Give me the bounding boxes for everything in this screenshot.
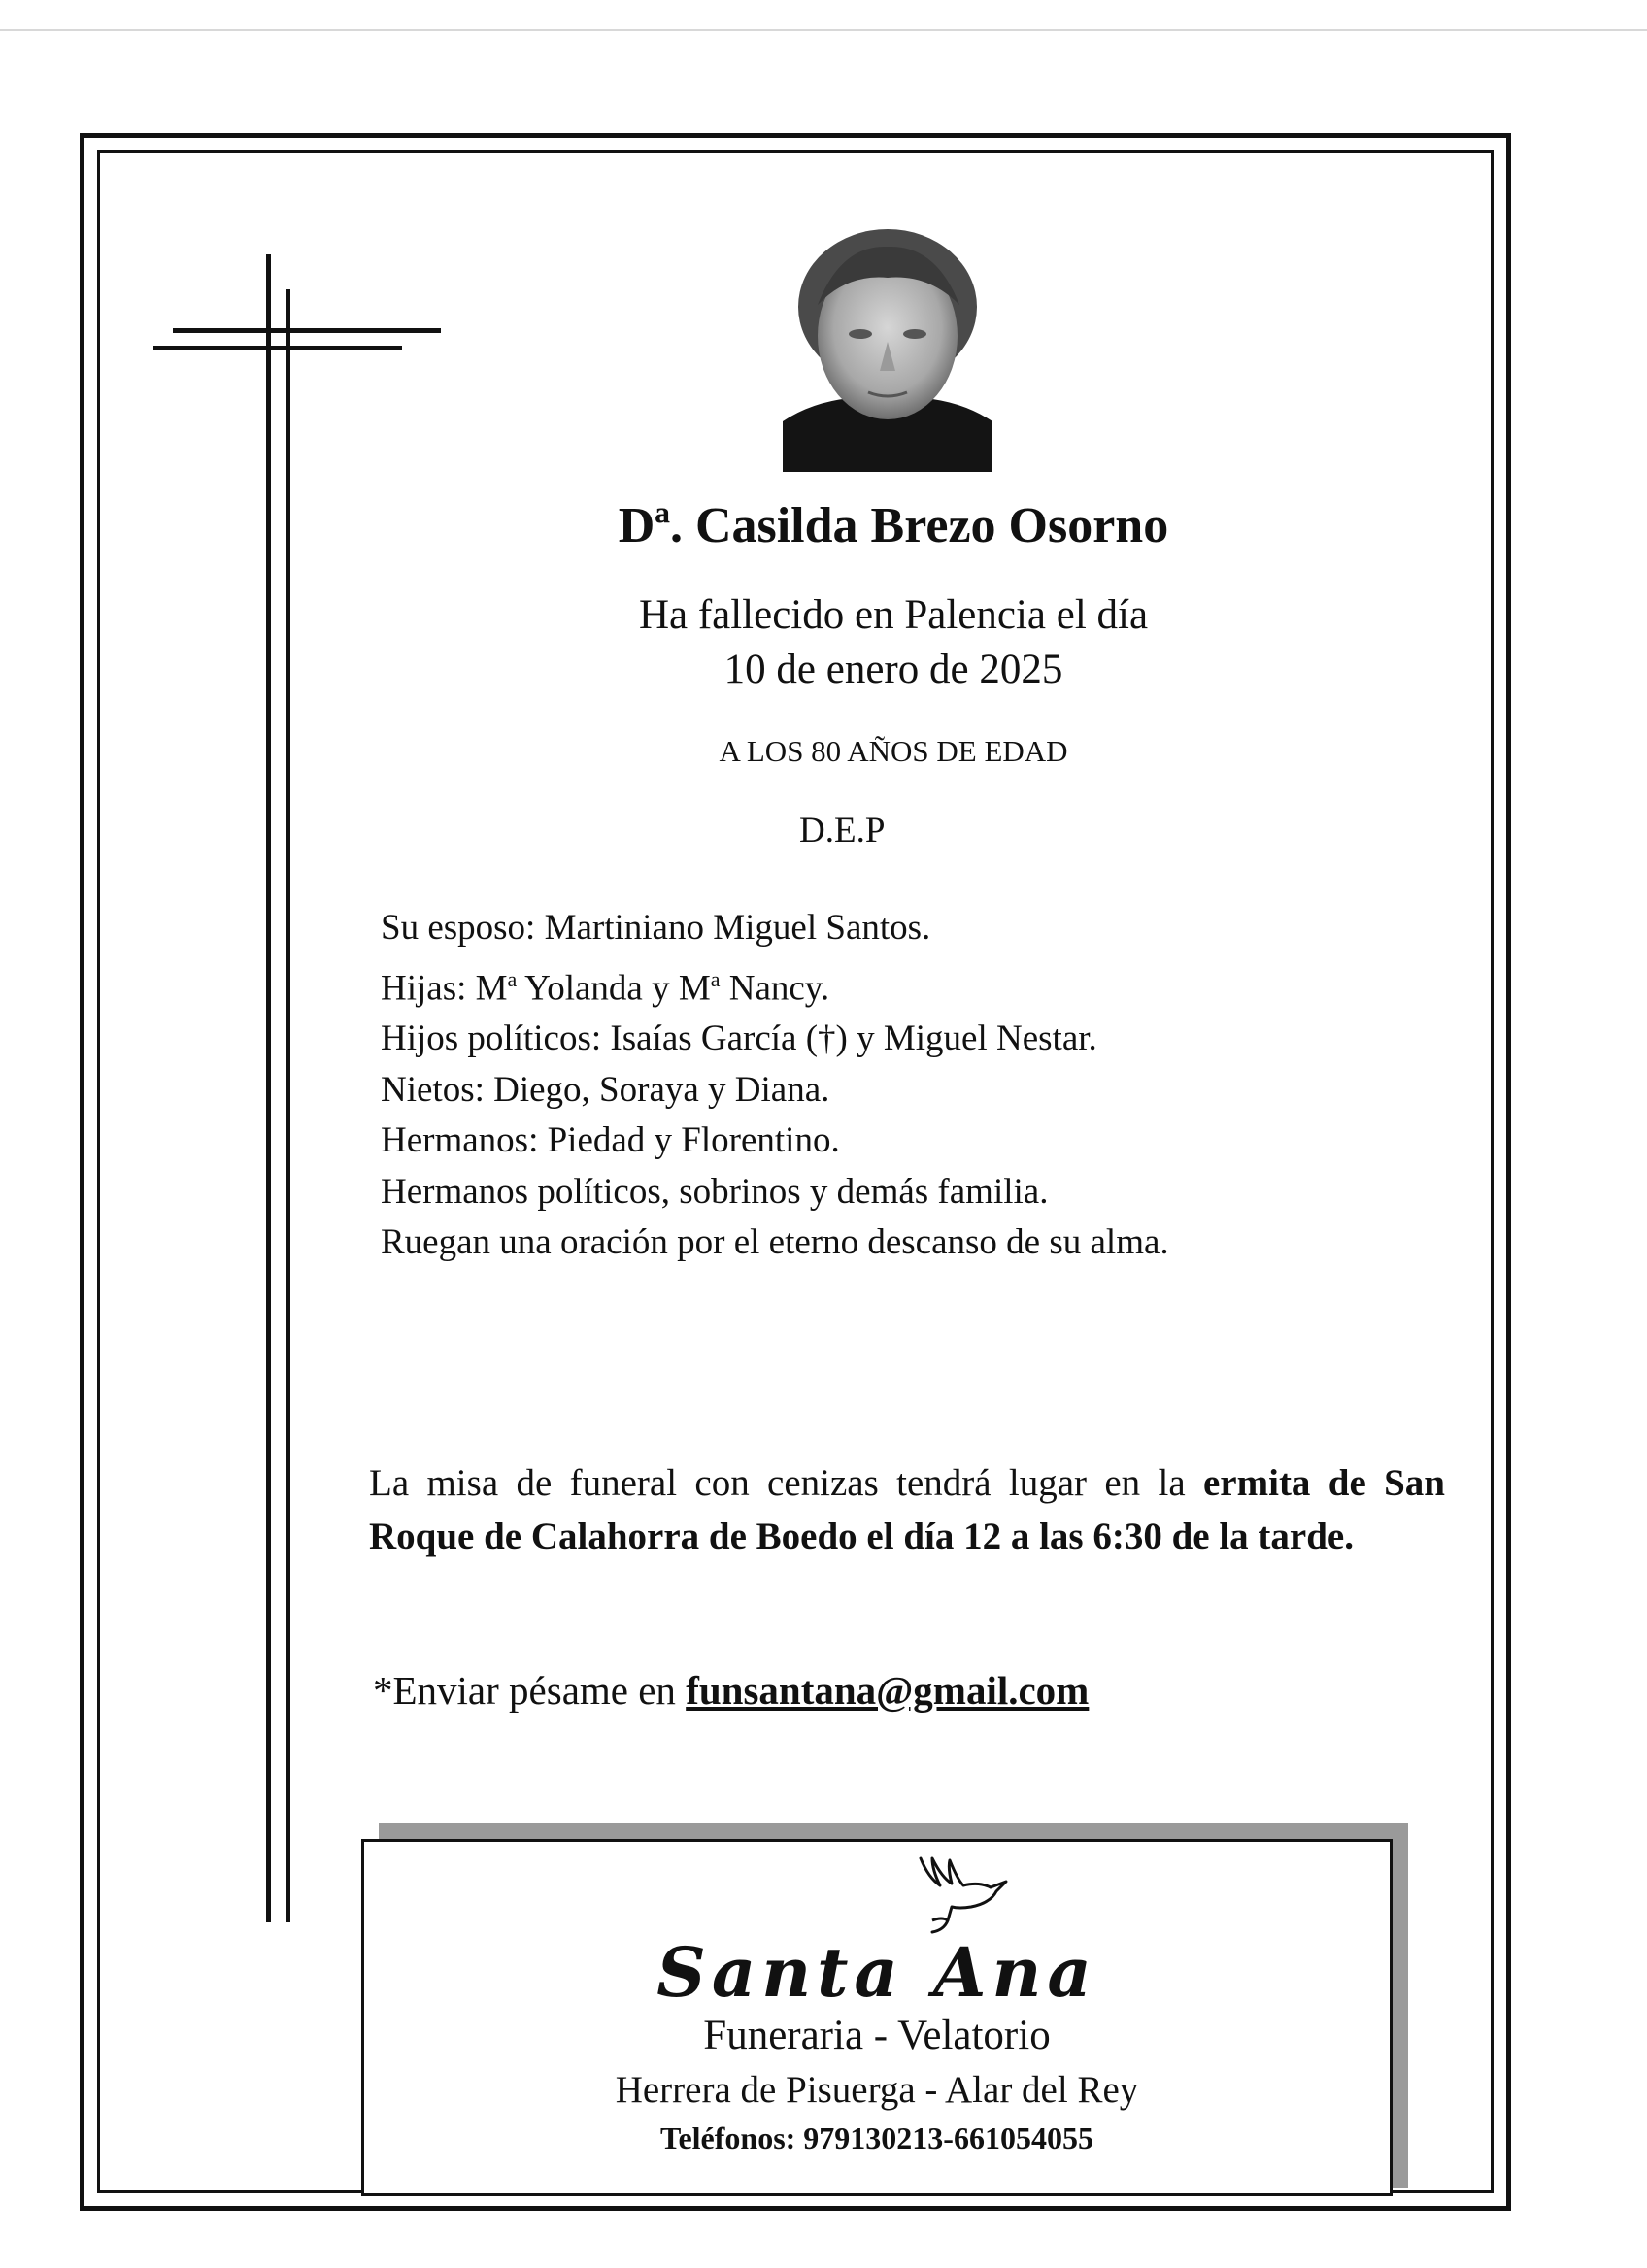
- deceased-name: Dª. Casilda Brezo Osorno: [618, 498, 1169, 553]
- family-siblings: Hermanos: Piedad y Florentino.: [381, 1120, 840, 1161]
- box-shadow-right: [1391, 1823, 1408, 2188]
- funeral-home-locations: Herrera de Pisuerga - Alar del Rey: [615, 2069, 1139, 2111]
- family-spouse: Su esposo: Martiniano Miguel Santos.: [381, 908, 931, 948]
- portrait-photo: [783, 227, 992, 472]
- box-shadow-top: [379, 1823, 1406, 1839]
- family-extended: Hermanos políticos, sobrinos y demás familia.: [381, 1171, 1049, 1212]
- email-link[interactable]: funsantana@gmail.com: [686, 1668, 1090, 1713]
- funeral-home-brand: Santa Ana: [656, 1932, 1097, 2013]
- age-line: A LOS 80 AÑOS DE EDAD: [719, 734, 1068, 768]
- dep-text: D.E.P: [799, 811, 886, 850]
- condolences-line: *Enviar pésame en funsantana@gmail.com: [373, 1668, 1090, 1713]
- family-in-laws: Hijos políticos: Isaías García (†) y Miguel Nestar.: [381, 1018, 1097, 1059]
- death-notice: [388, 588, 1398, 697]
- family-daughters: Hijas: $M^a$ Yolanda y $M^a$ Nancy.: [381, 966, 830, 1008]
- scan-edge-line: [0, 29, 1647, 31]
- funeral-home-phones: Teléfonos: 979130213-661054055: [660, 2120, 1093, 2155]
- death-date-line: 10 de enero de 2025: [723, 647, 1063, 692]
- funeral-mass-info: La misa de funeral con cenizas tendrá lugar en la ermita de San Roque de Calahorra de Boedo el día 12 a las 6:30 de la tarde.: [369, 1462, 1445, 1557]
- mass-location-time: ermita de San Roque de Calahorra de Boedo el día 12 a las 6:30 de la tarde.: [369, 1462, 1445, 1557]
- funeral-home-service: Funeraria - Velatorio: [703, 2013, 1051, 2058]
- family-list: [381, 903, 1352, 1269]
- death-place-line: Ha fallecido en Palencia el día: [638, 592, 1149, 638]
- family-prayer: Ruegan una oración por el eterno descanso de su alma.: [381, 1222, 1169, 1263]
- dove-logo-icon: [903, 1852, 1020, 1940]
- family-grandchildren: Nietos: Diego, Soraya y Diana.: [381, 1069, 830, 1110]
